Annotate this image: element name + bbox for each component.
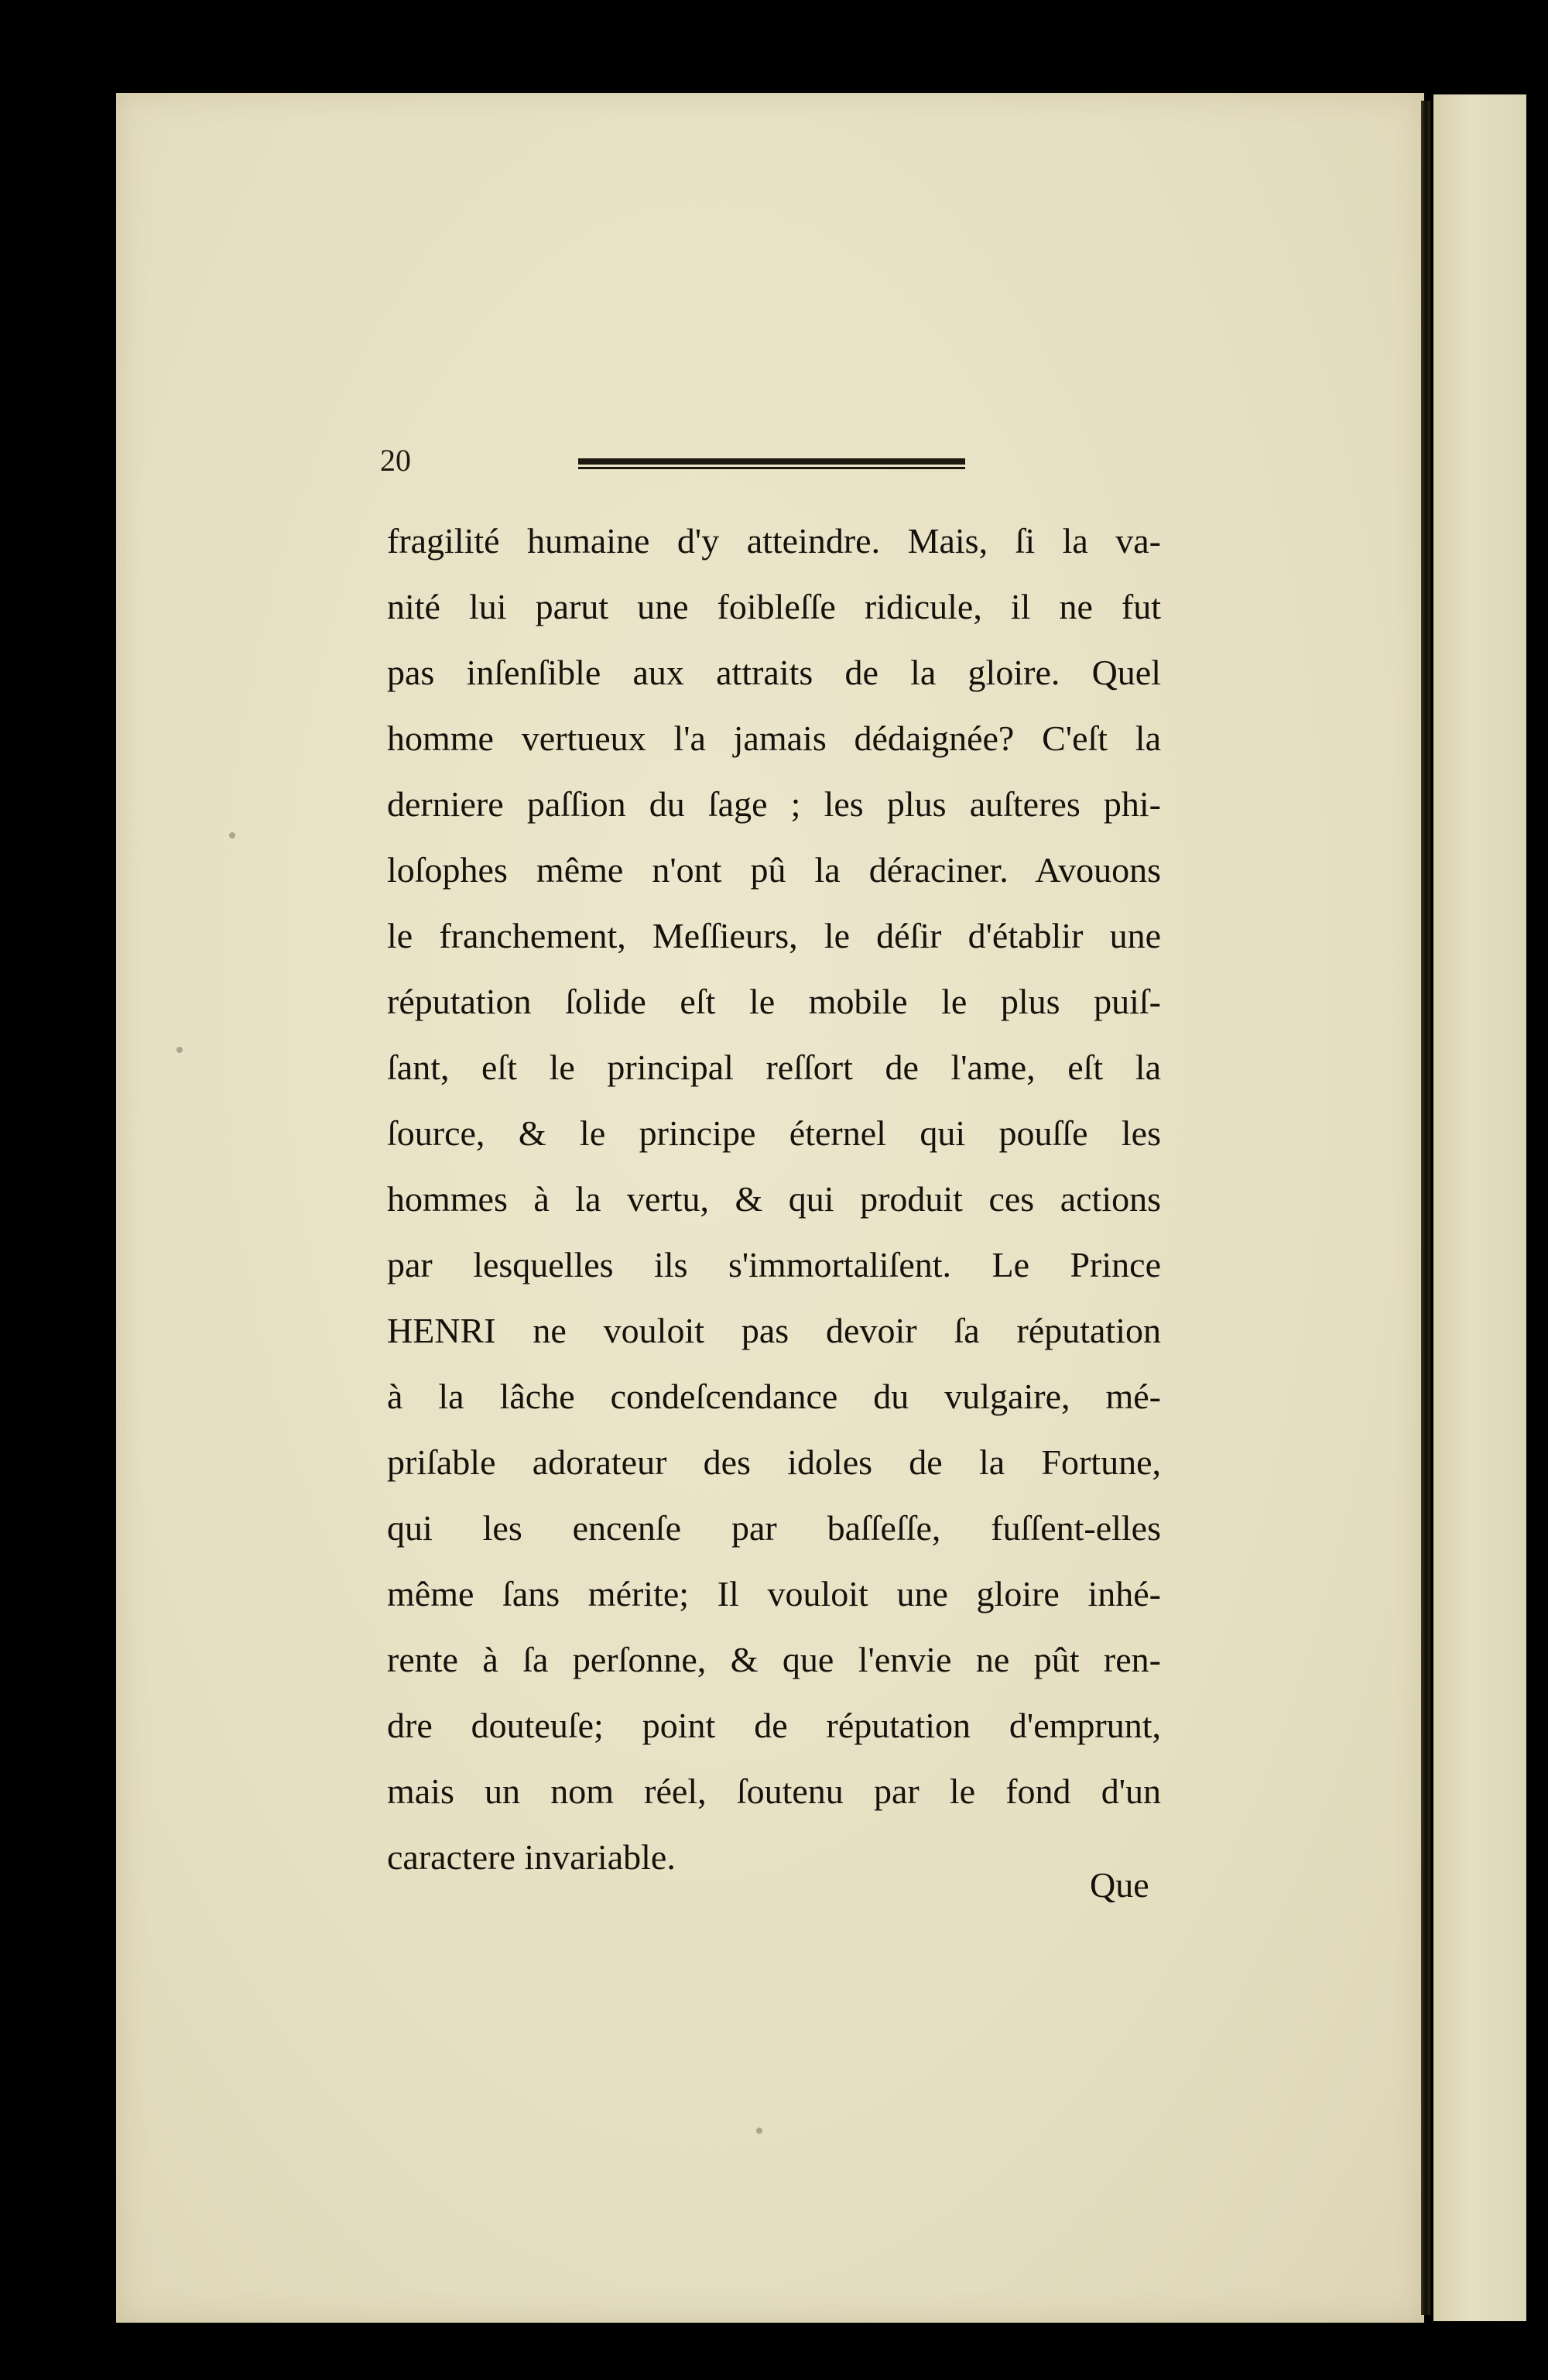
text-line: homme vertueux l'a jamais dédaignée? C'eſt la [387, 718, 1161, 758]
facing-page-edge [1433, 94, 1526, 2321]
paper-speck [229, 832, 235, 838]
text-line: hommes à la vertu, & qui produit ces actions [387, 1179, 1161, 1219]
book-spine [1421, 101, 1430, 2315]
paper-speck [756, 2128, 762, 2134]
body-text [387, 508, 1161, 1890]
text-line: fragilité humaine d'y atteindre. Mais, ſi la va- [387, 521, 1161, 561]
catchword: Que [1090, 1865, 1149, 1905]
header-rule-ornament [578, 458, 965, 469]
page-number: 20 [380, 443, 411, 478]
text-line: dre douteuſe; point de réputation d'emprunt, [387, 1706, 1161, 1745]
text-line: qui les encenſe par baſſeſſe, fuſſent-elles [387, 1508, 1161, 1548]
text-line: par lesquelles ils s'immortaliſent. Le Prince [387, 1245, 1161, 1284]
text-line: ſant, eſt le principal reſſort de l'ame, eſt la [387, 1048, 1161, 1087]
text-line: pas inſenſible aux attraits de la gloire. Quel [387, 653, 1161, 692]
text-line: priſable adorateur des idoles de la Fortune, [387, 1442, 1161, 1482]
text-line: loſophes même n'ont pû la déraciner. Avouons [387, 850, 1161, 890]
text-line: ſource, & le principe éternel qui pouſſe les [387, 1113, 1161, 1153]
paper-speck [176, 1047, 183, 1053]
page-header [380, 441, 991, 480]
text-line: réputation ſolide eſt le mobile le plus puiſ- [387, 982, 1161, 1021]
text-line: à la lâche condeſcendance du vulgaire, mé- [387, 1377, 1161, 1416]
text-line-last: caractere invariable. [387, 1837, 676, 1877]
text-line: le franchement, Meſſieurs, le déſir d'établir une [387, 916, 1161, 955]
text-line: HENRI ne vouloit pas devoir ſa réputation [387, 1311, 1161, 1350]
text-line: rente à ſa perſonne, & que l'envie ne pût ren- [387, 1640, 1161, 1679]
text-line: même ſans mérite; Il vouloit une gloire inhé- [387, 1574, 1161, 1614]
text-line: mais un nom réel, ſoutenu par le fond d'un [387, 1771, 1161, 1811]
text-line: derniere paſſion du ſage ; les plus auſteres phi- [387, 784, 1161, 824]
text-line: nité lui parut une foibleſſe ridicule, il ne fut [387, 587, 1161, 626]
